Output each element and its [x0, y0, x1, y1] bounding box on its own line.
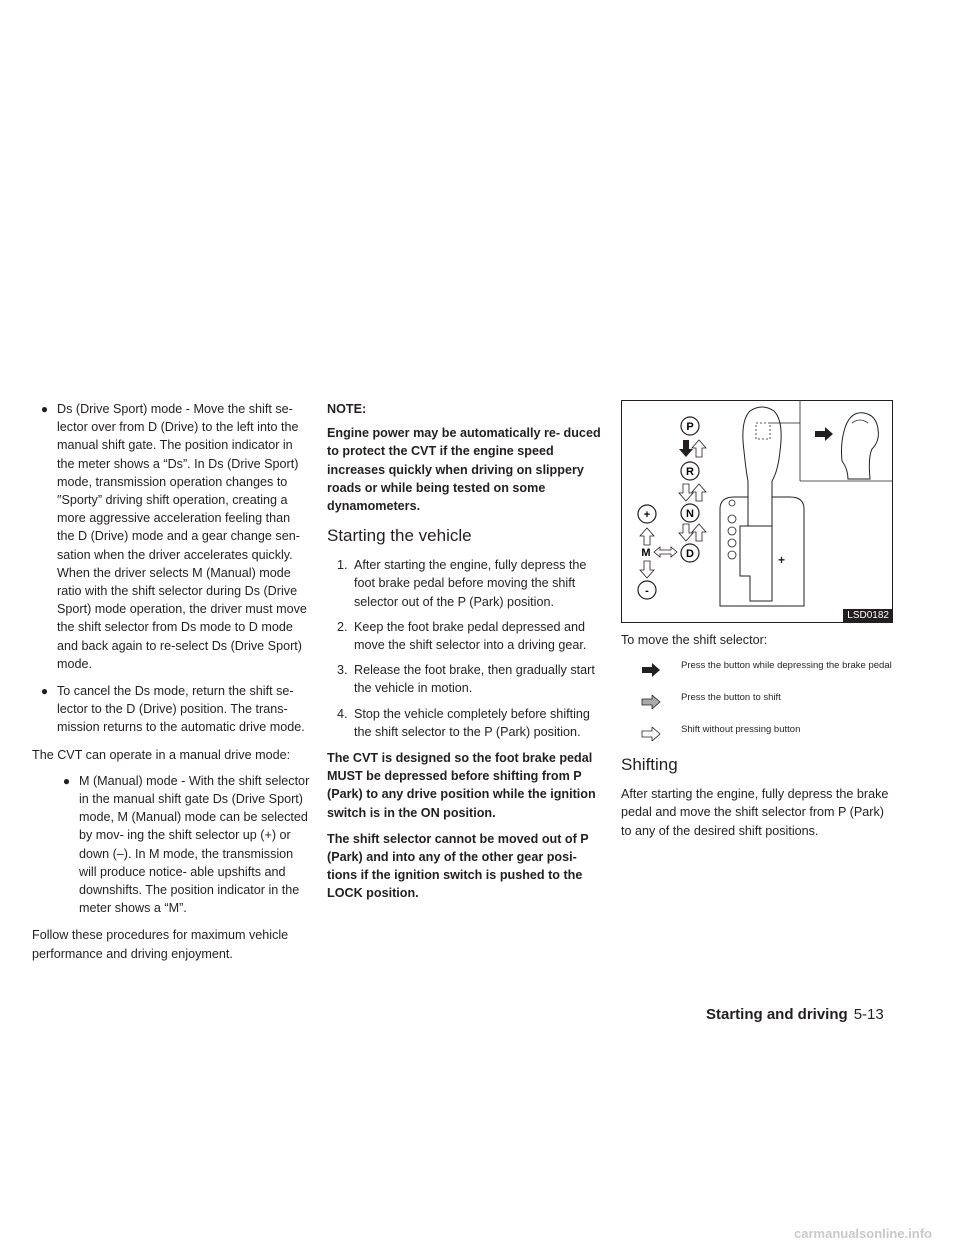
manual-label-m: M — [641, 547, 651, 559]
bullet-cancel-ds-text: To cancel the Ds mode, return the shift se- lector to the D (Drive) position. The trans- mission returns to the automatic drive mode. — [57, 684, 305, 735]
manual-intro: The CVT can operate in a manual drive mode: — [32, 747, 291, 762]
bullet-cancel-ds — [32, 682, 310, 737]
gray-arrow-icon — [621, 691, 681, 709]
bullet-ds-mode-text: Ds (Drive Sport) mode - Move the shift se- lector over from D (Drive) to the left into the manual shift gate. The position indicator in the meter shows a “Ds”. In Ds (Drive Sport) mode, transmission operation changes to ″Sporty” driving shift operation, creating a more aggressive acceleration feeling than the D (Drive) mode and a gear change sen- sation when the driver accelerates quickly. When the driver selects M (Manual) mode ratio with the shift selector during Ds (Drive Sport) mode operation, the driver must move the shift selector from Ds mode to D mode and back again to re-select Ds (Drive Sport) mode. — [57, 402, 307, 671]
note-text: Engine power may be automatically re- duced to protect the CVT if the engine speed increases quickly when driving on slippery roads or while being tested on some dynamometers. — [327, 426, 601, 514]
warning-brake-pedal: The CVT is designed so the foot brake pedal MUST be depressed before shifting from P (Park) to any drive position while the ignition switch is in the ON position. — [327, 751, 596, 820]
column-middle — [327, 400, 605, 911]
manual-label-minus: - — [645, 585, 649, 597]
outline-arrow-icon — [692, 484, 706, 501]
step-item — [327, 705, 605, 741]
step-text: Stop the vehicle completely before shifting the shift selector to the P (Park) position. — [354, 706, 590, 739]
step-text: After starting the engine, fully depress the foot brake pedal before moving the shift selector out of the P (Park) position. — [354, 558, 587, 609]
step-number: 2. — [337, 619, 348, 634]
shift-selector-figure — [621, 400, 893, 623]
footer-section-title: Starting and driving — [706, 1006, 848, 1023]
legend-item — [621, 723, 896, 741]
step-number: 3. — [337, 663, 348, 678]
heading-shifting: Shifting — [621, 755, 678, 775]
double-arrow-icon — [654, 547, 677, 557]
warning-lock-position: The shift selector cannot be moved out of P (Park) and into any of the other gear posi- tions if the ignition switch is pushed to the LOCK position. — [327, 831, 589, 901]
bullet-manual-mode — [54, 772, 310, 918]
page-footer — [706, 1006, 884, 1023]
solid-arrow-icon — [679, 440, 693, 457]
page-number: 5-13 — [853, 1006, 884, 1023]
note-label: NOTE: — [327, 402, 367, 416]
step-item — [327, 661, 605, 697]
gear-label-n: N — [686, 508, 694, 520]
legend-text: Shift without pressing button — [681, 724, 801, 736]
watermark-text: carmanualsonline.info — [794, 1226, 932, 1241]
outline-arrow-icon — [640, 528, 654, 545]
arrow-legend — [621, 659, 896, 741]
legend-text: Press the button while depressing the brake pedal — [681, 660, 892, 672]
manual-label-plus: + — [643, 509, 651, 521]
step-item — [327, 556, 605, 611]
step-text: Release the foot brake, then gradually start the vehicle in motion. — [354, 663, 595, 696]
follow-procedures: Follow these procedures for maximum vehicle performance and driving enjoyment. — [32, 928, 289, 961]
step-item — [327, 618, 605, 654]
step-number: 4. — [337, 706, 348, 721]
outline-arrow-icon — [640, 561, 654, 578]
bullet-ds-mode — [32, 400, 310, 673]
solid-arrow-icon — [621, 659, 681, 677]
outline-arrow-icon — [692, 524, 706, 541]
shift-diagram — [622, 401, 892, 622]
bullet-dot: ● — [40, 402, 49, 416]
bullet-manual-mode-text: M (Manual) mode - With the shift selector in the manual shift gate Ds (Drive Sport) mode, M (Manual) mode can be selected by mov- ing the shift selector up (+) or down (–). In M mode, the transmission will produce notice- able upshifts and downshifts. The position indicator in the meter shows a “M”. — [79, 773, 310, 916]
outline-arrow-icon — [679, 524, 693, 541]
step-number: 1. — [337, 558, 348, 573]
column-left — [32, 400, 310, 971]
gear-label-r: R — [686, 466, 694, 478]
starting-steps — [327, 556, 605, 741]
step-text: Keep the foot brake pedal depressed and move the shift selector into a driving gear. — [354, 619, 587, 653]
bullet-dot: ● — [62, 773, 71, 788]
solid-arrow-icon — [815, 427, 833, 441]
outline-arrow-icon — [679, 484, 693, 501]
bullet-dot: ● — [40, 684, 49, 699]
figure-code: LSD0182 — [843, 609, 892, 622]
gear-label-d: D — [686, 548, 694, 560]
outline-arrow-icon — [692, 440, 706, 457]
legend-text: Press the button to shift — [681, 692, 781, 704]
outline-arrow-icon — [621, 723, 681, 741]
gate-plus-mark: + — [778, 553, 786, 567]
gear-label-p: P — [686, 421, 694, 433]
column-right — [621, 400, 896, 848]
shifting-text: After starting the engine, fully depress the brake pedal and move the shift selector from P (Park) to any of the desired shift positions. — [621, 787, 889, 838]
inset-knob — [842, 413, 879, 479]
legend-item — [621, 659, 896, 677]
legend-intro: To move the shift selector: — [621, 633, 768, 647]
heading-starting-vehicle: Starting the vehicle — [327, 526, 472, 546]
legend-item — [621, 691, 896, 709]
